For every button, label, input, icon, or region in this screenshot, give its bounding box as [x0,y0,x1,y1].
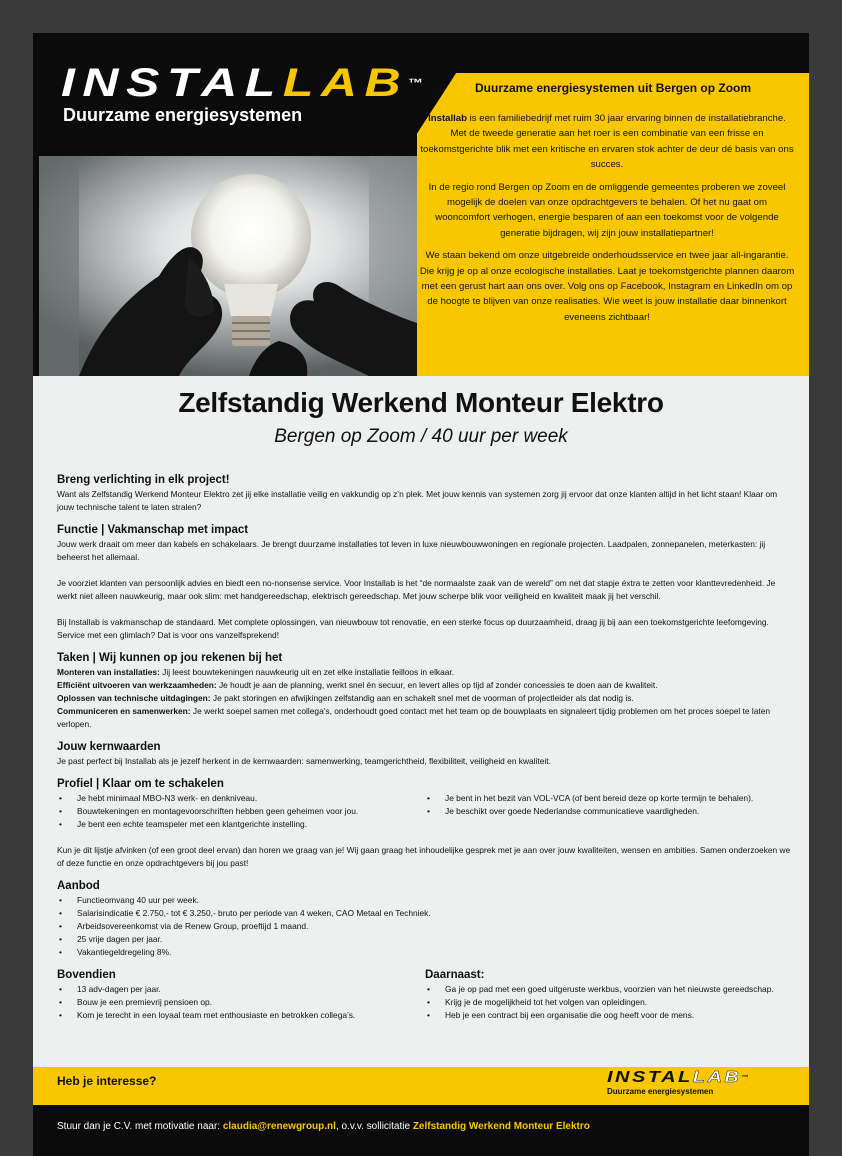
section-heading: Bovendien [57,969,116,981]
section-text: Je voorziet klanten van persoonlijk advies en biedt een no-nonsense service. Voor Installab is het “de normaalste zaak van de wereld” om net dat stapje éxtra te zetten voor klanttevredenheid. Je werkt niet alleen nauwkeurig, maar ook slim: met handgereedschap, elektrisch gereedschap. Met jouw scherpe blik voor veiligheid en kwaliteit maak jij het verschil. [57,578,776,601]
section-heading: Taken | Wij kunnen op jou rekenen bij het [57,652,283,664]
profile-list-right [425,792,793,831]
section-profiel [57,777,793,870]
section-text: Jouw werk draait om meer dan kabels en schakelaars. Je brengt duurzame installaties tot leven in luxe nieuwbouwwoningen en regionale projecten. Laadpalen, zonnepanelen, meterkasten: jij beheerst het allemaal. [57,539,766,562]
intro-paragraph-3: We staan bekend om onze uitgebreide onderhoudsservice en twee jaar all-ingarantie. Die krijg je op al onze ecologische installaties. Laat je toekomstgerichte plannen daarom met een gerust hart aan ons over. Volg ons op Facebook, Instagram en LinkedIn om op de hoogte te blijven van onze realisaties. Wie weet is jouw installatie daar binnenkort eveneens zichtbaar! [419,250,795,323]
list-item: • Kom je terecht in een loyaal team met enthousiaste en betrokken collega’s. [57,1009,425,1022]
section-heading: Daarnaast: [425,969,485,981]
section-taken [57,651,793,731]
list-item: • Bouw je een premievrij pensioen op. [57,996,425,1009]
apply-instructions: Stuur dan je C.V. met motivatie naar: claudia@renewgroup.nl, o.v.v. sollicitatie Zelfstandig Werkend Monteur Elektro [57,1121,590,1132]
vacancy-body [57,473,793,1022]
installab-logo: INSTALLAB™ [61,61,424,105]
section-heading: Jouw kernwaarden [57,741,161,753]
list-item: • Je bent een echte teamspeler met een klantgerichte instelling. [57,818,425,831]
section-kernwaarden [57,740,793,768]
section-heading: Breng verlichting in elk project! [57,474,230,486]
task-item: Monteren van installaties: Jij leest bouwtekeningen nauwkeurig uit en zet elke installatie feilloos in elkaar. [57,667,455,677]
interest-question: Heb je interesse? [57,1074,157,1088]
list-item: • Arbeidsovereenkomst via de Renew Group, proeftijd 1 maand. [57,920,793,933]
list-item: • 13 adv-dagen per jaar. [57,983,425,996]
section-aanbod [57,879,793,959]
list-item: • Je bent in het bezit van VOL-VCA (of bent bereid deze op korte termijn te behalen). [425,792,793,805]
job-reference: Zelfstandig Werkend Monteur Elektro [412,1121,590,1132]
section-bovendien [57,968,425,1022]
section-text: Kun je dit lijstje afvinken (of een groot deel ervan) dan horen we graag van je! Wij gaan graag het inhoudelijke gesprek met je aan over jouw kwaliteiten, wensen en ambities. Samen onderzoeken we of deze functie en onze opdrachtgevers bij jou past! [57,845,791,868]
list-item: • Krijg je de mogelijkheid tot het volgen van opleidingen. [425,996,793,1009]
intro-title: Duurzame energiesystemen uit Bergen op Zoom [475,81,752,95]
section-heading: Profiel | Klaar om te schakelen [57,778,224,790]
section-heading: Functie | Vakmanschap met impact [57,524,249,536]
footer-tagline: Duurzame energiesystemen [607,1087,714,1096]
section-text: Je past perfect bij Installab als je jezelf herkent in de kernwaarden: samenwerking, teamgerichtheid, flexibiliteit, veiligheid en kwaliteit. [57,756,551,766]
email-link[interactable]: claudia@renewgroup.nl [222,1121,336,1132]
section-text: Bij Installab is vakmanschap de standaard. Met complete oplossingen, van nieuwbouw tot renovatie, en een sterke focus op duurzaamheid, draag jij bij aan een toekomstgerichte leefomgeving. Service met een glimlach? Dat is voor ons vanzelfsprekend! [57,617,769,640]
section-functie [57,523,793,642]
intro-text: Installab is een familiebedrijf met ruim 30 jaar ervaring binnen de installatiebranche. Met de tweede generatie aan het roer is een combinatie van een frisse en toekomstgerichte blik met een kritische en ervaren stok achter de deur dé basis van ons succes. In de regio rond Bergen op Zoom en de omliggende gemeentes proberen we zoveel mogelijk de doelen van onze opdrachtgevers te behalen. Of het nu gaat om wooncomfort verhogen, energie besparen of aan een toekomst voor de volgende generatie bijdragen, wij zijn jouw installatiepartner! We staan bekend om onze uitgebreide onderhoudsservice en twee jaar all-ingarantie. Die krijg je op al onze ecologische installaties. Laat je toekomstgerichte plannen daarom met een gerust hart aan ons over. Volg ons op Facebook, Instagram en LinkedIn om op de hoogte te blijven van onze realisaties. Wie weet is jouw installatie daar binnenkort eveneens zichtbaar! [419,111,795,332]
section-text: Want als Zelfstandig Werkend Monteur Elektro zet jij elke installatie veilig en vakkundig op z’n plek. Met jouw kennis van systemen zorg jij ervoor dat onze klanten altijd in het licht staan! Klaar om jouw technische talent te laten stralen? [57,489,778,512]
page-subtitle: Bergen op Zoom / 40 uur per week [274,426,568,447]
task-item: Communiceren en samenwerken: Je werkt soepel samen met collega’s, onderhoudt goed contact met het team op de bouwplaats en signaleert tijdig problemen om het proces soepel te laten verlopen. [57,706,771,729]
section-daarnaast [425,968,793,1022]
section-extra [57,968,793,1022]
list-item: • Ga je op pad met een goed uitgeruste werkbus, voorzien van het nieuwste gereedschap. [425,983,793,996]
brand-tagline: Duurzame energiesystemen [63,105,303,125]
list-item: • Vakantiegeldregeling 8%. [57,946,793,959]
profile-list-left [57,792,425,831]
list-item: • Je hebt minimaal MBO-N3 werk- en denkniveau. [57,792,425,805]
section-heading: Aanbod [57,880,100,892]
intro-paragraph-2: In de regio rond Bergen op Zoom en de omliggende gemeentes proberen we zoveel mogelijk de doelen van onze opdrachtgevers te behalen. Of het nu gaat om wooncomfort verhogen, energie besparen of aan een toekomst voor de volgende generatie bijdragen, wij zijn jouw installatiepartner! [428,181,786,239]
lightbulb-photo [39,156,459,376]
list-item: • Salarisindicatie € 2.750,- tot € 3.250,- bruto per periode van 4 weken, CAO Metaal en Techniek. [57,907,793,920]
list-item: • Bouwtekeningen en montagevoorschriften hebben geen geheimen voor jou. [57,805,425,818]
list-item: • Functieomvang 40 uur per week. [57,894,793,907]
task-item: Efficiënt uitvoeren van werkzaamheden: Je houdt je aan de planning, werkt snel én secuur, en levert alles op tijd af zonder concessies te doen aan de kwaliteit. [57,680,658,690]
list-item: • 25 vrije dagen per jaar. [57,933,793,946]
footer-logo: INSTALLAB™ [607,1069,749,1086]
task-item: Oplossen van technische uitdagingen: Je pakt storingen en afwijkingen zelfstandig aan en schakelt snel met de voorman of projectleider als dat nodig is. [57,693,634,703]
list-item: • Heb je een contract bij een organisatie die oog heeft voor de mens. [425,1009,793,1022]
list-item: • Je beschikt over goede Nederlandse communicatieve vaardigheden. [425,805,793,818]
vacancy-document [33,33,809,1156]
page-title: Zelfstandig Werkend Monteur Elektro [178,387,664,418]
section-intro [57,473,793,514]
